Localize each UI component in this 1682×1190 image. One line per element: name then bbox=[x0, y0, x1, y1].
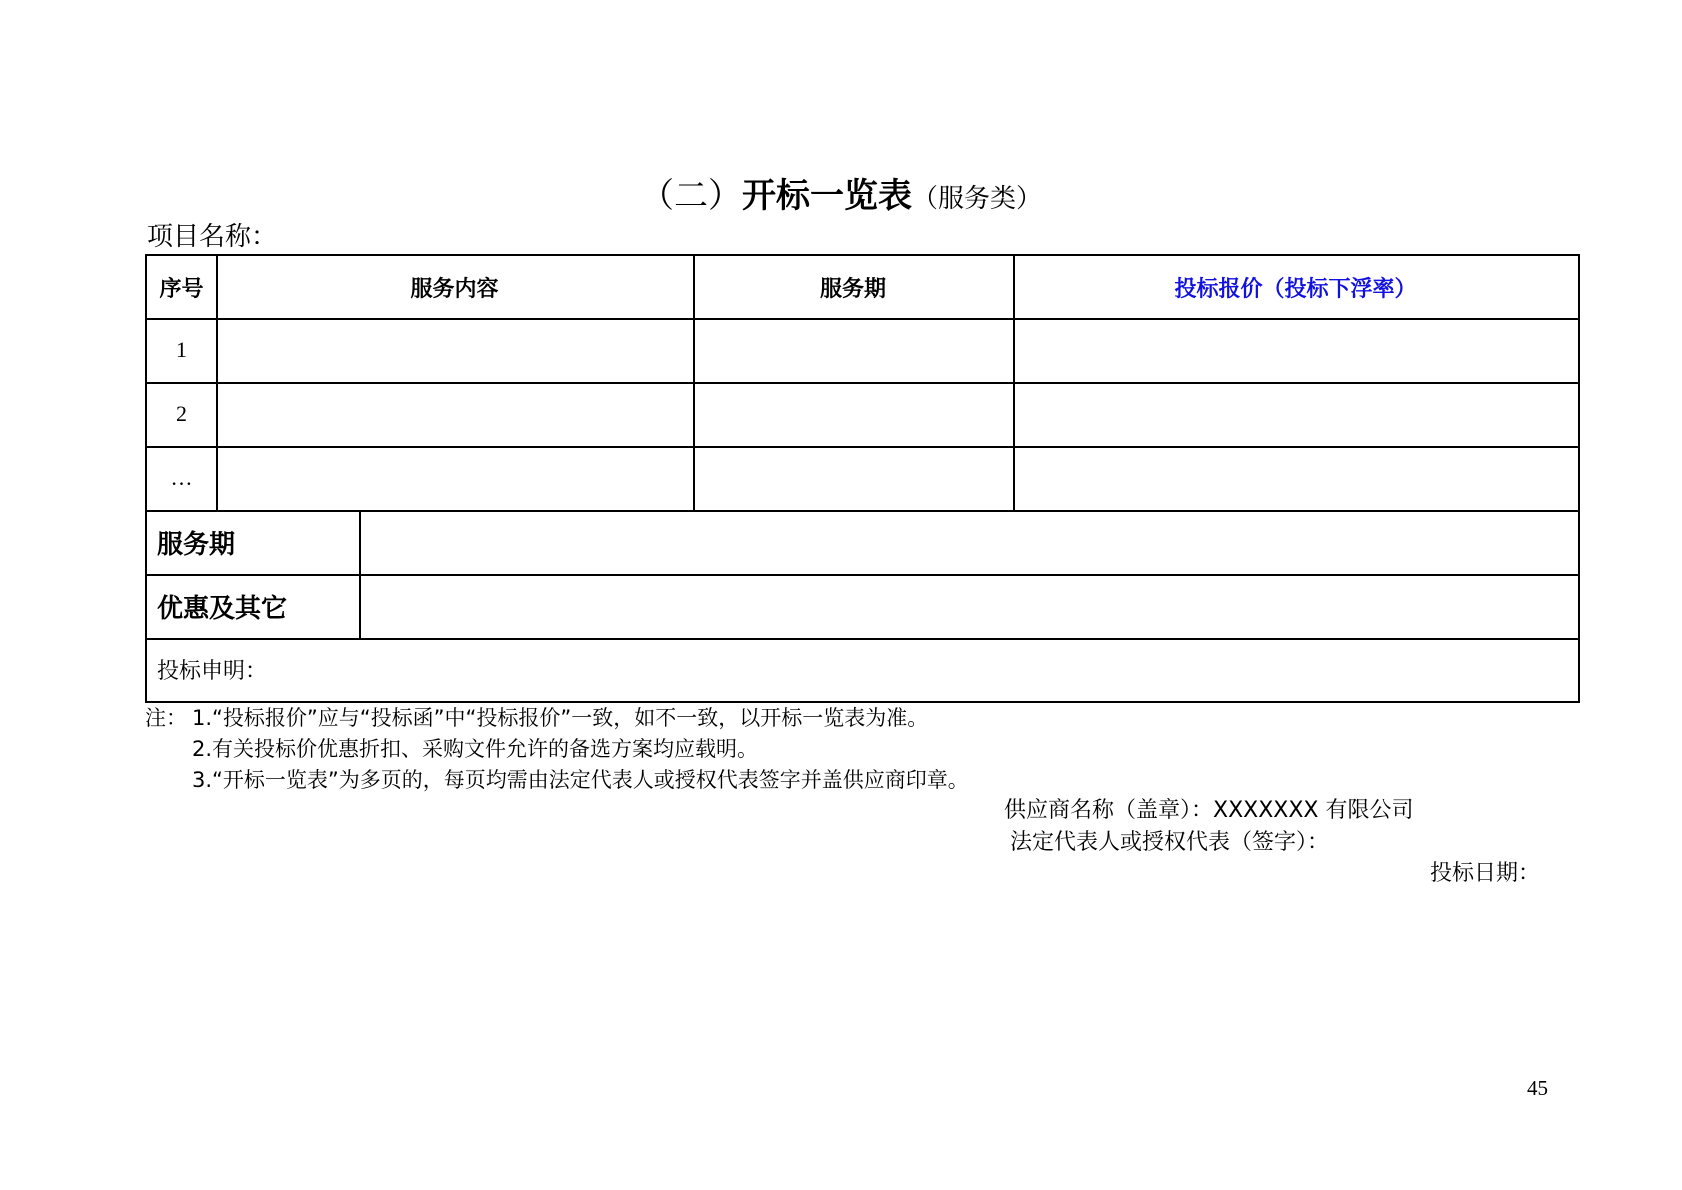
discount-value[interactable] bbox=[359, 574, 1578, 638]
header-service-period: 服务期 bbox=[819, 276, 886, 302]
notes-prefix: 注： bbox=[145, 706, 187, 730]
page-number: 45 bbox=[1527, 1076, 1548, 1100]
header-bid-price: 投标报价（投标下浮率） bbox=[1174, 276, 1417, 302]
title-suffix: （服务类） bbox=[911, 184, 1042, 214]
row-bid-price[interactable] bbox=[1013, 446, 1578, 510]
bid-date: 投标日期： bbox=[1430, 861, 1541, 886]
row-bid-price[interactable] bbox=[1013, 318, 1578, 382]
title-main: 开标一览表 bbox=[741, 176, 912, 216]
row-service-period[interactable] bbox=[693, 382, 1013, 446]
supplier-name: 供应商名称（盖章）：XXXXXXX 有限公司 bbox=[1004, 798, 1414, 823]
row-service-period[interactable] bbox=[693, 318, 1013, 382]
row-service-content[interactable] bbox=[216, 382, 693, 446]
page-title bbox=[0, 172, 1682, 226]
header-service-content: 服务内容 bbox=[410, 276, 499, 302]
bid-summary-table bbox=[145, 254, 1580, 703]
service-period-label: 服务期 bbox=[157, 529, 236, 560]
discount-label: 优惠及其它 bbox=[157, 593, 288, 624]
project-name-label: 项目名称： bbox=[147, 222, 278, 252]
note-item-3: 3.“开标一览表”为多页的，每页均需由法定代表人或授权代表签字并盖供应商印章。 bbox=[192, 768, 969, 792]
row-service-content[interactable] bbox=[216, 446, 693, 510]
row-bid-price[interactable] bbox=[1013, 382, 1578, 446]
service-period-value[interactable] bbox=[359, 510, 1578, 574]
row-seq: 2 bbox=[176, 401, 187, 426]
note-item-2: 2.有关投标价优惠折扣、采购文件允许的备选方案均应载明。 bbox=[192, 737, 759, 761]
row-service-content[interactable] bbox=[216, 318, 693, 382]
representative-signature: 法定代表人或授权代表（签字）： bbox=[1010, 830, 1330, 855]
bid-declaration-label: 投标申明： bbox=[157, 659, 268, 684]
note-item-1: 1.“投标报价”应与“投标函”中“投标报价”一致，如不一致，以开标一览表为准。 bbox=[192, 706, 929, 730]
title-prefix: （二） bbox=[639, 176, 742, 216]
row-service-period[interactable] bbox=[693, 446, 1013, 510]
row-seq: … bbox=[170, 465, 193, 490]
header-seq: 序号 bbox=[159, 276, 204, 302]
row-seq: 1 bbox=[176, 337, 187, 362]
